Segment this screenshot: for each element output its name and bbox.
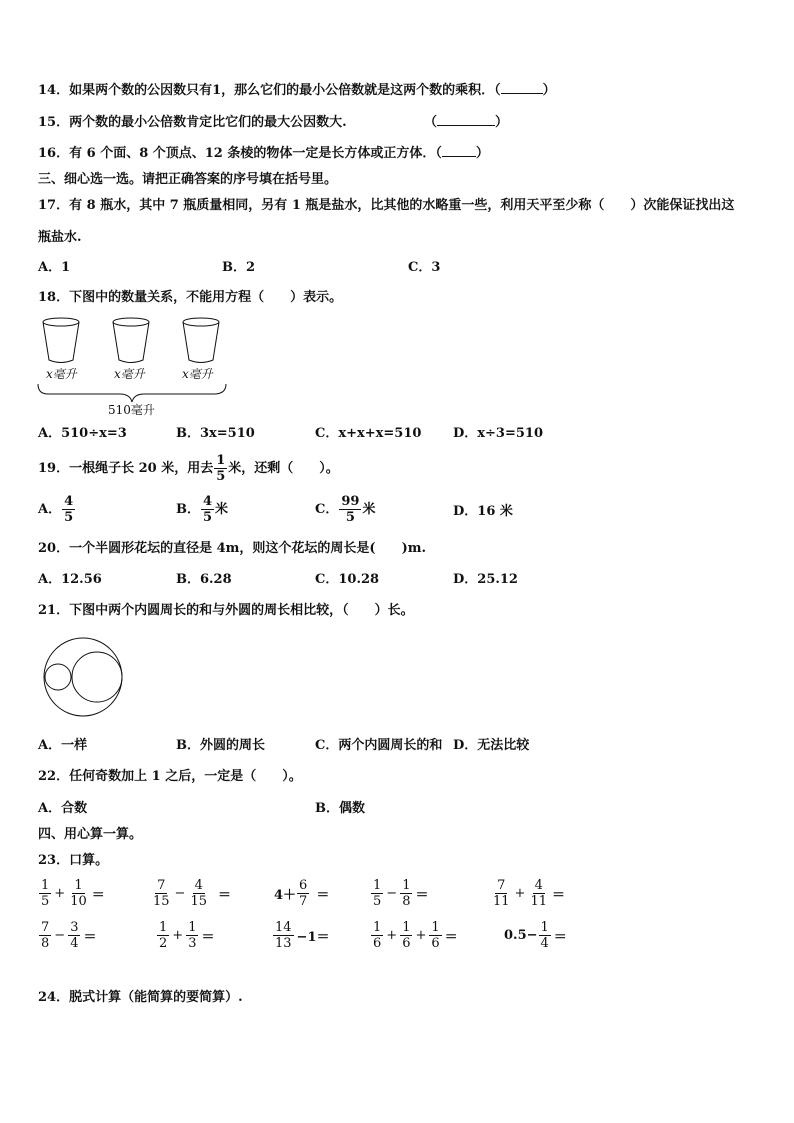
answer-blank[interactable]: [442, 155, 476, 157]
question-16: 16．有 6 个面、8 个顶点、12 条棱的物体一定是长方体或正方体．（ ）: [38, 146, 489, 161]
question-15: 15．两个数的最小公倍数肯定比它们的最大公因数大.: [38, 115, 347, 130]
section-4-heading: 四、用心算一算。: [38, 827, 143, 842]
option-a[interactable]: A． $\frac{4}{5}$: [38, 494, 74, 525]
section-3-heading: 三、细心选一选。请把正确答案的序号填在括号里。: [38, 172, 338, 187]
question-14: 14．如果两个数的公因数只有1，那么它们的最小公倍数就是这两个数的乘积．（ ）: [38, 83, 556, 98]
fraction: $\frac{1}{5}$: [216, 453, 226, 484]
option-a[interactable]: A．510÷x=3: [38, 426, 127, 441]
calc-item: $\frac{1}{5}$ + $\frac{1}{10}$ ＝: [41, 878, 105, 909]
question-15-answer: （ ）: [424, 115, 509, 130]
calc-item: $\frac{1}{5}$ − $\frac{1}{8}$ ＝: [373, 878, 429, 909]
question-18: 18．下图中的数量关系，不能用方程（ ）表示。: [38, 290, 343, 305]
calc-item: $\frac{1}{6}$ + $\frac{1}{6}$ + $\frac{1}{6}$ ＝: [373, 920, 458, 951]
calc-item: $\frac{1}{2}$ + $\frac{1}{3}$ ＝: [159, 920, 215, 951]
calc-item: $\frac{14}{13}$ −1＝: [275, 920, 330, 951]
option-c[interactable]: C．两个内圆周长的和: [315, 738, 443, 753]
calc-item: 4＋ $\frac{6}{7}$ ＝: [274, 878, 330, 909]
question-17-line2: 瓶盐水.: [38, 230, 82, 245]
question-19: 19． 一根绳子长 20 米，用去 $\frac{1}{5}$ 米，还剩（ ）。: [38, 453, 339, 484]
calc-item: $\frac{7}{8}$ − $\frac{3}{4}$ ＝: [41, 920, 97, 951]
option-c[interactable]: C．10.28: [315, 572, 380, 587]
option-b[interactable]: B．外圆的周长: [176, 738, 265, 753]
option-b[interactable]: B． $\frac{4}{5}$ 米: [176, 494, 229, 525]
cup-label: x毫升: [182, 367, 213, 381]
calc-item: $\frac{7}{15}$ − $\frac{4}{15}$ ＝: [153, 878, 232, 909]
calc-item: $\frac{7}{11}$ + $\frac{4}{11}$ ＝: [493, 878, 566, 909]
calc-item: 0.5− $\frac{1}{4}$ ＝: [504, 920, 567, 951]
option-d[interactable]: D．25.12: [453, 572, 518, 587]
cup-label: x毫升: [46, 367, 77, 381]
option-b[interactable]: B．3x=510: [176, 426, 255, 441]
cup-icon: [113, 318, 149, 363]
question-22: 22．任何奇数加上 1 之后，一定是（ ）。: [38, 769, 302, 784]
cup-label: x毫升: [114, 367, 145, 381]
option-c[interactable]: C． $\frac{99}{5}$ 米: [315, 494, 376, 525]
option-a[interactable]: A．1: [38, 260, 71, 275]
option-b[interactable]: B．偶数: [315, 801, 365, 816]
option-d[interactable]: D．x÷3=510: [453, 426, 543, 441]
option-a[interactable]: A．12.56: [38, 572, 102, 587]
question-21: 21．下图中两个内圆周长的和与外圆的周长相比较，（ ）长。: [38, 603, 414, 618]
question-24: 24．脱式计算（能简算的要简算）.: [38, 990, 243, 1005]
cup-icon: [183, 318, 219, 363]
total-label: 510毫升: [108, 403, 155, 417]
circles-figure: [40, 637, 130, 719]
option-c[interactable]: C．3: [408, 260, 441, 275]
option-c[interactable]: C．x+x+x=510: [315, 426, 422, 441]
option-a[interactable]: A．一样: [38, 738, 88, 753]
option-d[interactable]: D．16 米: [453, 504, 513, 519]
cup-icon: [43, 318, 79, 363]
question-20: 20．一个半圆形花坛的直径是 4m，则这个花坛的周长是( )m.: [38, 541, 427, 556]
option-a[interactable]: A．合数: [38, 801, 88, 816]
question-23: 23．口算。: [38, 853, 109, 868]
option-b[interactable]: B．6.28: [176, 572, 232, 587]
option-b[interactable]: B．2: [222, 260, 256, 275]
answer-blank[interactable]: [501, 92, 543, 94]
question-17: 17．有 8 瓶水，其中 7 瓶质量相同，另有 1 瓶是盐水，比其他的水略重一些，利用天平至少称（ ）次能保证找出这: [38, 198, 735, 213]
option-d[interactable]: D．无法比较: [453, 738, 530, 753]
answer-blank[interactable]: [437, 124, 495, 126]
